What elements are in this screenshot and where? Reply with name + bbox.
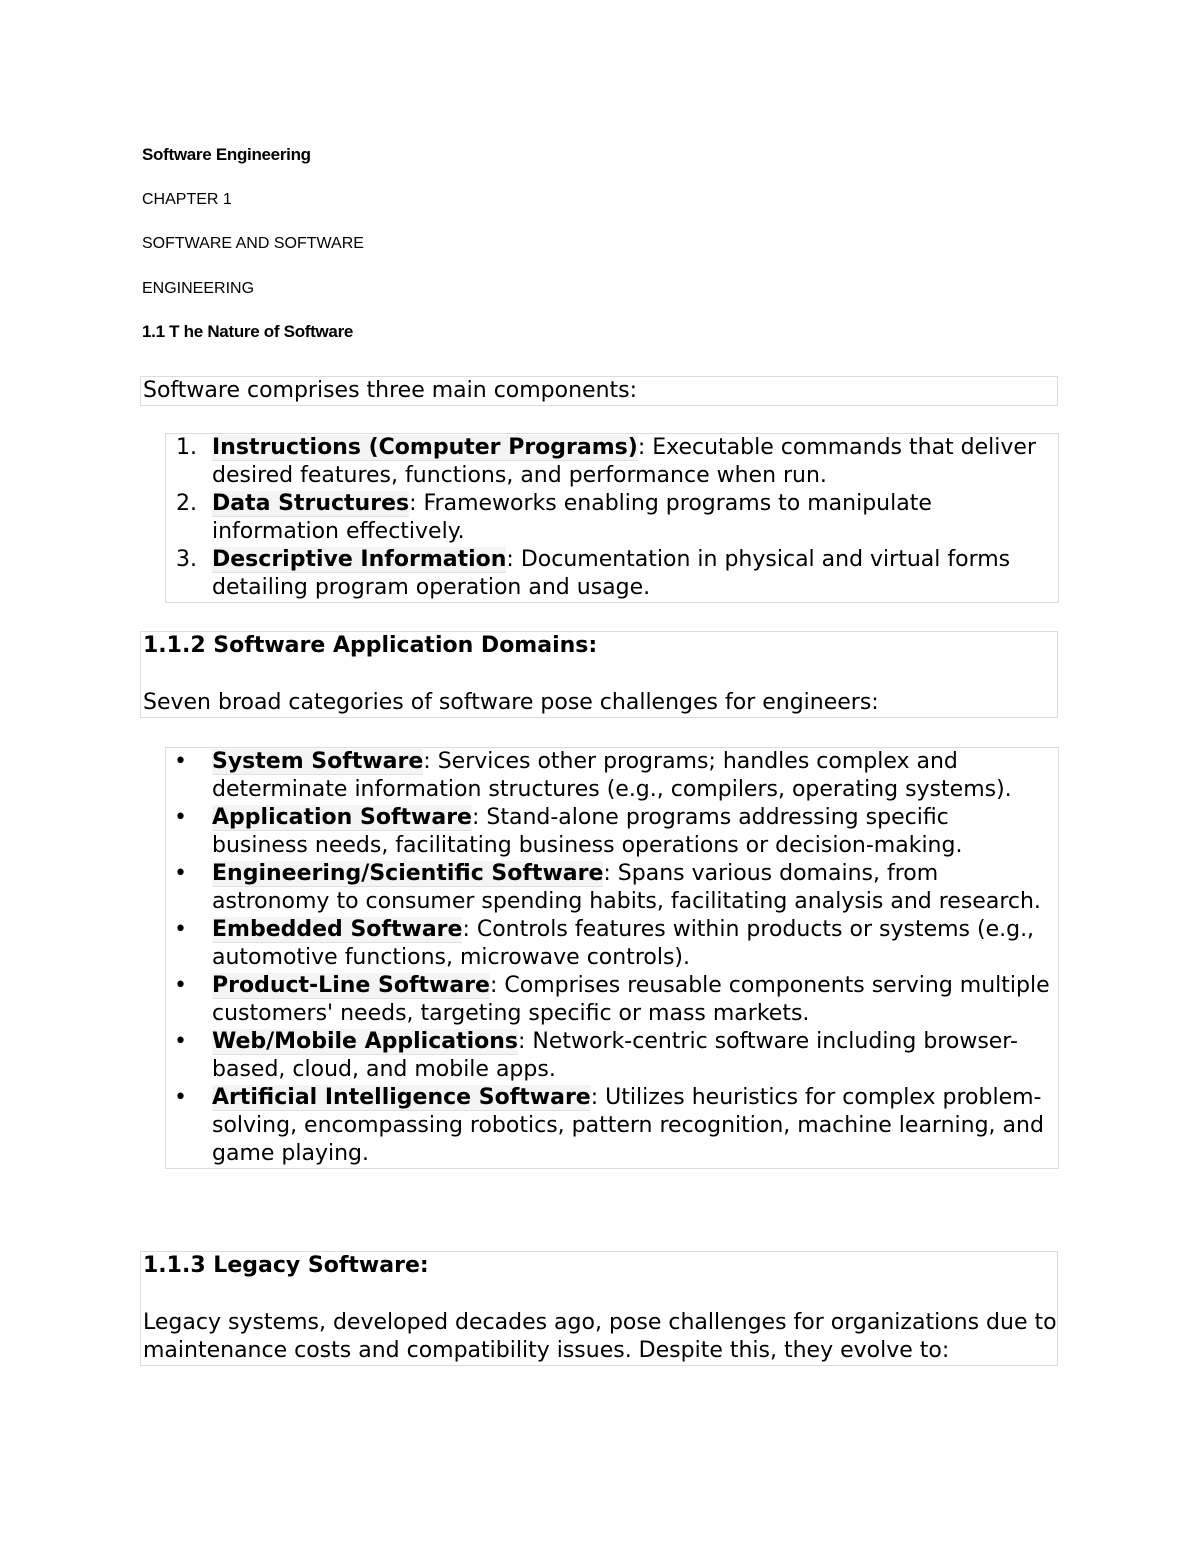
document-title: Software Engineering xyxy=(142,145,311,164)
list-desc: : Controls features within products or systems (e.g., automotive functions, microwave controls). xyxy=(212,917,1035,970)
list-term: Instructions (Computer Programs) xyxy=(212,435,638,460)
domains-block xyxy=(140,631,1058,718)
legacy-heading: 1.1.3 Legacy Software: xyxy=(143,1253,429,1278)
list-desc: : Utilizes heuristics for complex problem-solving, encompassing robotics, pattern recognition, machine learning, and game playing. xyxy=(212,1085,1044,1166)
list-item xyxy=(212,748,1050,804)
list-term: Engineering/Scientific Software xyxy=(212,861,604,886)
list-term: Embedded Software xyxy=(212,917,463,942)
list-term: Product-Line Software xyxy=(212,973,490,998)
list-desc: : Network-centric software including browser-based, cloud, and mobile apps. xyxy=(212,1029,1018,1082)
components-list-block xyxy=(165,433,1059,603)
list-item xyxy=(176,434,1050,490)
domains-intro: Seven broad categories of software pose challenges for engineers: xyxy=(143,690,879,715)
chapter-label: CHAPTER 1 xyxy=(142,191,232,208)
domains-heading: 1.1.2 Software Application Domains: xyxy=(143,633,598,658)
list-term: Application Software xyxy=(212,805,472,830)
list-desc: : Frameworks enabling programs to manipulate information effectively. xyxy=(212,491,932,544)
list-number: 2. xyxy=(176,491,197,516)
domains-list xyxy=(166,748,1058,1168)
list-term: System Software xyxy=(212,749,424,774)
list-desc: : Spans various domains, from astronomy to consumer spending habits, facilitating analysis and research. xyxy=(212,861,1041,914)
list-item xyxy=(176,546,1050,602)
list-number: 1. xyxy=(176,435,197,460)
list-term: Artificial Intelligence Software xyxy=(212,1085,591,1110)
list-item xyxy=(212,916,1050,972)
chapter-title-line2: ENGINEERING xyxy=(142,280,255,297)
list-item xyxy=(212,1084,1050,1168)
list-desc: : Stand-alone programs addressing specific business needs, facilitating business operations or decision-making. xyxy=(212,805,963,858)
list-item xyxy=(212,860,1050,916)
list-desc: : Executable commands that deliver desired features, functions, and performance when run. xyxy=(212,435,1037,488)
components-intro-block xyxy=(140,376,1058,406)
list-term: Descriptive Information xyxy=(212,547,507,572)
list-desc: : Services other programs; handles complex and determinate information structures (e.g., compilers, operating systems). xyxy=(212,749,1012,802)
components-intro-text: Software comprises three main components: xyxy=(143,378,638,403)
legacy-block xyxy=(140,1251,1058,1366)
list-item xyxy=(176,490,1050,546)
legacy-body: Legacy systems, developed decades ago, pose challenges for organizations due to maintenance costs and compatibility issues. Despite this, they evolve to: xyxy=(143,1310,1057,1363)
domains-list-block xyxy=(165,747,1059,1169)
chapter-title-line1: SOFTWARE AND SOFTWARE xyxy=(142,235,364,252)
list-item xyxy=(212,804,1050,860)
list-item xyxy=(212,972,1050,1028)
list-term: Web/Mobile Applications xyxy=(212,1029,519,1054)
list-desc: : Comprises reusable components serving multiple customers' needs, targeting specific or mass markets. xyxy=(212,973,1050,1026)
list-desc: : Documentation in physical and virtual forms detailing program operation and usage. xyxy=(212,547,1011,600)
list-item xyxy=(212,1028,1050,1084)
list-term: Data Structures xyxy=(212,491,410,516)
components-list xyxy=(166,434,1058,602)
section-heading: 1.1 T he Nature of Software xyxy=(142,322,354,341)
list-number: 3. xyxy=(176,547,197,572)
